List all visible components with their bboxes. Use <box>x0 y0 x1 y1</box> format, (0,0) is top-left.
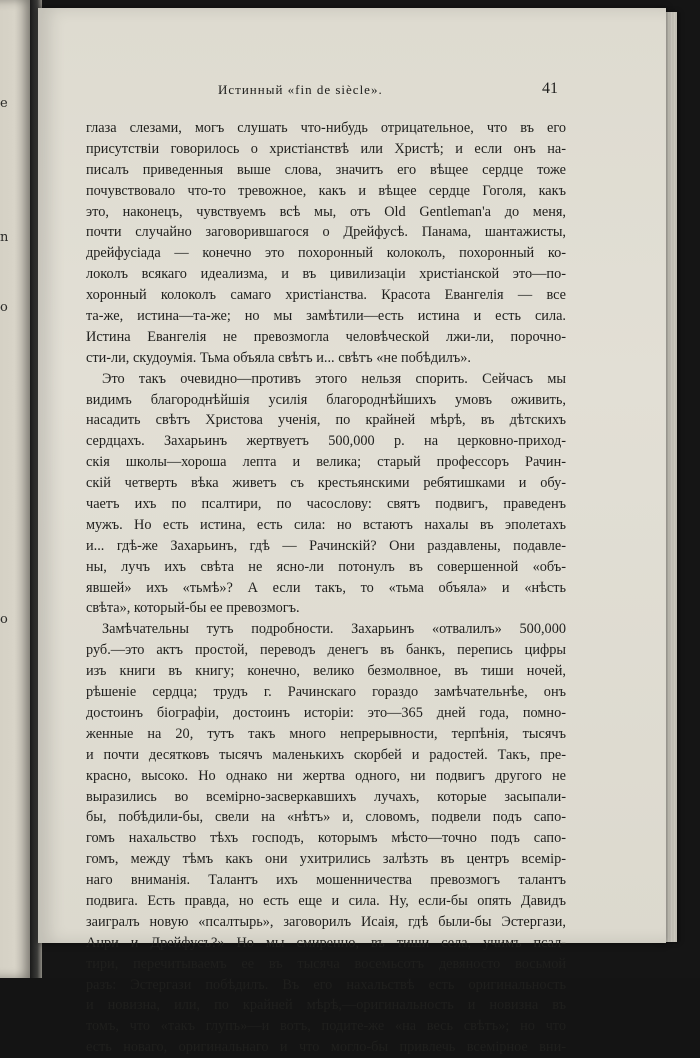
running-head <box>78 80 558 100</box>
text-line: сти-ли, скудоумія. Тьма объяла свѣтъ и... свѣтъ «не побѣдилъ». <box>86 349 471 366</box>
text-line: присутствіи говорилось о христіанствѣ или Христѣ; и если онъ на- <box>86 140 566 157</box>
text-line: это, наконецъ, чувствуемъ всѣ мы, отъ Old Gentleman'а до меня, <box>86 203 566 220</box>
left-page-fragment: n <box>0 230 9 245</box>
text-line: и... гдѣ-же Захарьинъ, гдѣ — Рачинскій? Они раздавлены, подавле- <box>86 537 566 554</box>
text-line: скія школы—хороша лепта и велика; старый профессоръ Рачин- <box>86 454 566 471</box>
text-line: разъ: Эстергази побѣдилъ. Въ его нахальствѣ есть оригинальность <box>86 976 566 993</box>
text-line: достоинъ біографіи, достоинъ исторіи: это—365 дней года, помно- <box>86 704 566 721</box>
text-line: Замѣчательны тутъ подробности. Захарьинъ «отвалилъ» 500,000 <box>102 621 566 638</box>
paragraph <box>86 118 566 369</box>
text-line: дрейфусіада — конечно это похоронный колоколъ, похоронный ко- <box>86 245 566 262</box>
text-line: насадить свѣтъ Христова ученія, по крайней мѣрѣ, въ дѣтскихъ <box>86 412 566 429</box>
text-line: Истина Евангелія не превозмогла человѣческой лжи-ли, порочно- <box>86 328 566 345</box>
paragraph <box>86 619 566 1058</box>
text-line: наго вниманія. Талантъ ихъ мошенничества превозмогъ талантъ <box>86 872 566 889</box>
text-line: явшей» ихъ «тьмѣ»? А если такъ, то «тьма объяла» и «нѣсть <box>86 579 566 596</box>
paragraph <box>86 369 566 620</box>
text-line: гомъ, между тѣмъ какъ они ухитрились залѣзть въ центръ всемір- <box>86 851 566 868</box>
text-line: видимъ благороднѣйшія усилія благороднѣйшихъ умовъ оживить, <box>86 391 566 408</box>
left-page-fragment: e <box>0 96 8 111</box>
text-line: заигралъ новую «псалтырь», заговорилъ Исаія, гдѣ были-бы Эстергази, <box>86 913 566 930</box>
text-line: выразились во всемірно-засверкавшихъ лучахъ, которые засыпали- <box>86 788 566 805</box>
text-line: красно, высоко. Но однако ни жертва одного, ни подвигъ другого не <box>86 767 566 784</box>
text-line: томъ, что «такъ глупъ»—и вотъ, подите-же «на весь свѣтъ»; но что <box>86 1018 566 1035</box>
text-line: руб.—это актъ простой, переводъ денегъ въ банкъ, перепись цифры <box>86 642 566 659</box>
text-line: рѣшеніе сердца; трудъ г. Рачинскаго гораздо замѣчательнѣе, онъ <box>86 684 566 701</box>
text-line: бы, побѣдили-бы, свели на «нѣтъ» и, словомъ, подвели подъ сапо- <box>86 809 566 826</box>
text-line: глаза слезами, могъ слушать что-нибудь отрицательное, что въ его <box>86 120 566 136</box>
text-line: гомъ нахальство тѣхъ господъ, которымъ мѣсто—точно подъ сапо- <box>86 830 566 847</box>
body-text <box>86 118 566 1058</box>
text-line: писалъ приведенныя выше слова, значитъ его вѣщее сердце тоже <box>86 161 566 178</box>
text-line: почувствовало что-то тревожное, какъ и вѣщее сердце Гоголя, какъ <box>86 182 566 199</box>
text-line: Анри и Дрейфусъ?» Но мы смиренно, въ тиши села, учимъ псал- <box>86 934 566 951</box>
text-line: хоронный колоколъ самаго христіанства. Красота Евангелія — все <box>86 287 566 304</box>
left-page-fragment: o <box>0 612 8 627</box>
text-line: Это такъ очевидно—противъ этого нельзя спорить. Сейчасъ мы <box>102 370 566 387</box>
text-line: свѣта», который-бы ее превозмогъ. <box>86 600 300 617</box>
text-line: женные на 20, тутъ такъ много непрерывности, терпѣнія, тысячъ <box>86 725 566 742</box>
text-line: мужъ. Но есть истина, есть сила: но встаютъ нахалы въ эполетахъ <box>86 516 566 533</box>
text-line: чаетъ ихъ по псалтири, по часослову: святъ подвигъ, праведенъ <box>86 496 566 513</box>
text-line: ны, лучъ ихъ свѣта не ясно-ли потонулъ въ совершенной «объ- <box>86 558 566 575</box>
text-line: почти случайно заговорившагося о Дрейфусѣ. Панама, шантажисты, <box>86 224 566 241</box>
left-page-edge <box>0 0 32 978</box>
page-number: 41 <box>542 80 558 97</box>
text-line: тири, перечитываемъ ее въ тысяча восемьсотъ девяносто восьмой <box>86 955 566 972</box>
text-line: скій четверть вѣка живетъ съ крестьянскими ребятишками и обу- <box>86 475 566 492</box>
text-line: изъ книги въ книгу; конечно, велико безмолвное, въ тиши ночей, <box>86 663 566 680</box>
text-line: локолъ всякаго идеализма, и въ цивилизаціи христіанской это—по- <box>86 266 566 283</box>
text-line: та-же, истина—та-же; но мы замѣтили—есть истина и есть сила. <box>86 308 566 325</box>
text-line: и почти десятковъ тысячъ маленькихъ скорбей и радостей. Такъ, пре- <box>86 746 566 763</box>
running-head-title: Истинный «fin de siècle». <box>218 82 383 97</box>
text-line: подвига. Есть правда, но есть еще и сила. Ну, если-бы опять Давидъ <box>86 892 566 909</box>
left-page-fragment: o <box>0 300 8 315</box>
text-line: и новизна, или, по крайней мѣрѣ,—оригинальность и новизна въ <box>86 997 566 1014</box>
text-line: сердцахъ. Захарьинъ жертвуетъ 500,000 р. на церковно-приход- <box>86 433 566 450</box>
text-line: есть новаго, оригинальнаго и что могло-бы привлечь всемірное вни- <box>86 1039 566 1056</box>
